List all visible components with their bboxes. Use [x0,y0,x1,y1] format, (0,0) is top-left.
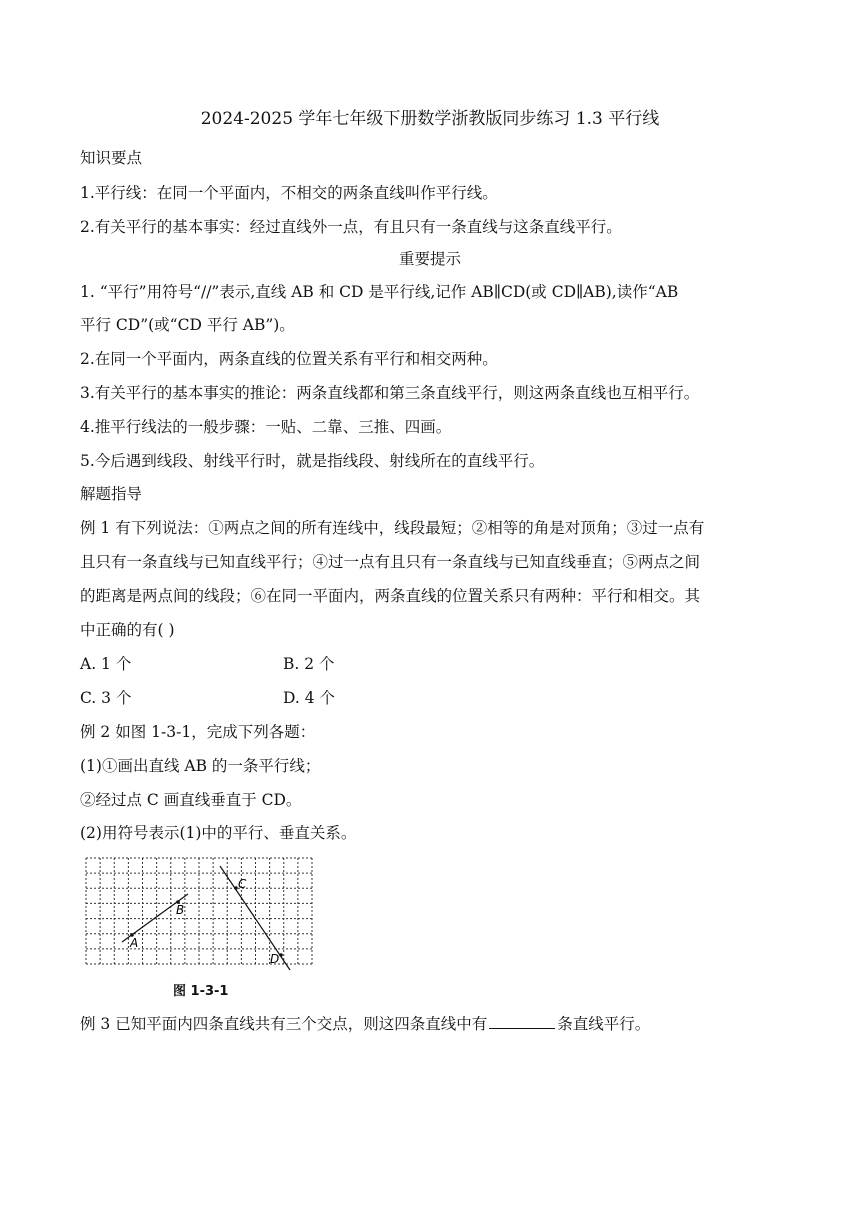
option-b: B. 2 个 [283,655,335,673]
example-1-options-row-2 [80,686,780,708]
label-b: B [176,903,185,917]
option-d: D. 4 个 [283,689,336,707]
dotted-grid [86,858,312,964]
label-c: C [238,877,247,891]
example-1-line-3: 的距离是两点间的线段；⑥在同一平面内，两条直线的位置关系只有两种：平行和相交。其 [80,587,701,605]
tip-2: 2.在同一个平面内，两条直线的位置关系有平行和相交两种。 [80,350,498,368]
example-1-line-2: 且只有一条直线与已知直线平行；④过一点有且只有一条直线与已知直线垂直；⑤两点之间 [80,553,701,571]
knowledge-item-1: 1.平行线：在同一个平面内，不相交的两条直线叫作平行线。 [80,184,498,202]
example-1-line-1: 例 1 有下列说法：①两点之间的所有连线中，线段最短；②相等的角是对顶角；③过一点有 [80,519,705,537]
option-c: C. 3 个 [80,689,132,707]
example-3-text-before: 例 3 已知平面内四条直线共有三个交点，则这四条直线中有 [80,1015,488,1033]
grid-figure [80,852,316,998]
example-1-line-4: 中正确的有( ) [80,621,175,639]
tips-heading: 重要提示 [398,250,461,268]
example-2-line-1: 例 2 如图 1-3-1，完成下列各题： [80,723,316,741]
label-a: A [130,936,139,950]
example-2-line-4: (2)用符号表示(1)中的平行、垂直关系。 [80,824,357,842]
label-d: D [270,952,280,966]
page-title: 2024-2025 学年七年级下册数学浙教版同步练习 1.3 平行线 [200,109,660,129]
guidance-heading: 解题指导 [80,485,143,503]
figure-caption: 图 1-3-1 [173,984,229,999]
tip-4: 4.推平行线法的一般步骤：一贴、二靠、三推、四画。 [80,418,452,436]
knowledge-heading: 知识要点 [80,149,143,167]
tip-1-line-2: 平行 CD”(或“CD 平行 AB”)。 [80,316,295,334]
tip-1-line-1: 1. “平行”用符号“//”表示,直线 AB 和 CD 是平行线,记作 AB∥CD(或 CD∥AB),读作“AB [80,283,679,301]
knowledge-item-2: 2.有关平行的基本事实：经过直线外一点，有且只有一条直线与这条直线平行。 [80,218,622,236]
example-3 [80,1012,780,1034]
example-1-options-row-1 [80,652,780,674]
answer-blank[interactable] [489,1014,555,1029]
example-3-text-after: 条直线平行。 [557,1015,651,1033]
example-2-line-2: (1)①画出直线 AB 的一条平行线； [80,757,321,775]
example-2-line-3: ②经过点 C 画直线垂直于 CD。 [80,791,302,809]
point-d [279,953,283,957]
tip-5: 5.今后遇到线段、射线平行时，就是指线段、射线所在的直线平行。 [80,452,545,470]
option-a: A. 1 个 [80,655,132,673]
tip-3: 3.有关平行的基本事实的推论：两条直线都和第三条直线平行，则这两条直线也互相平行。 [80,384,700,402]
